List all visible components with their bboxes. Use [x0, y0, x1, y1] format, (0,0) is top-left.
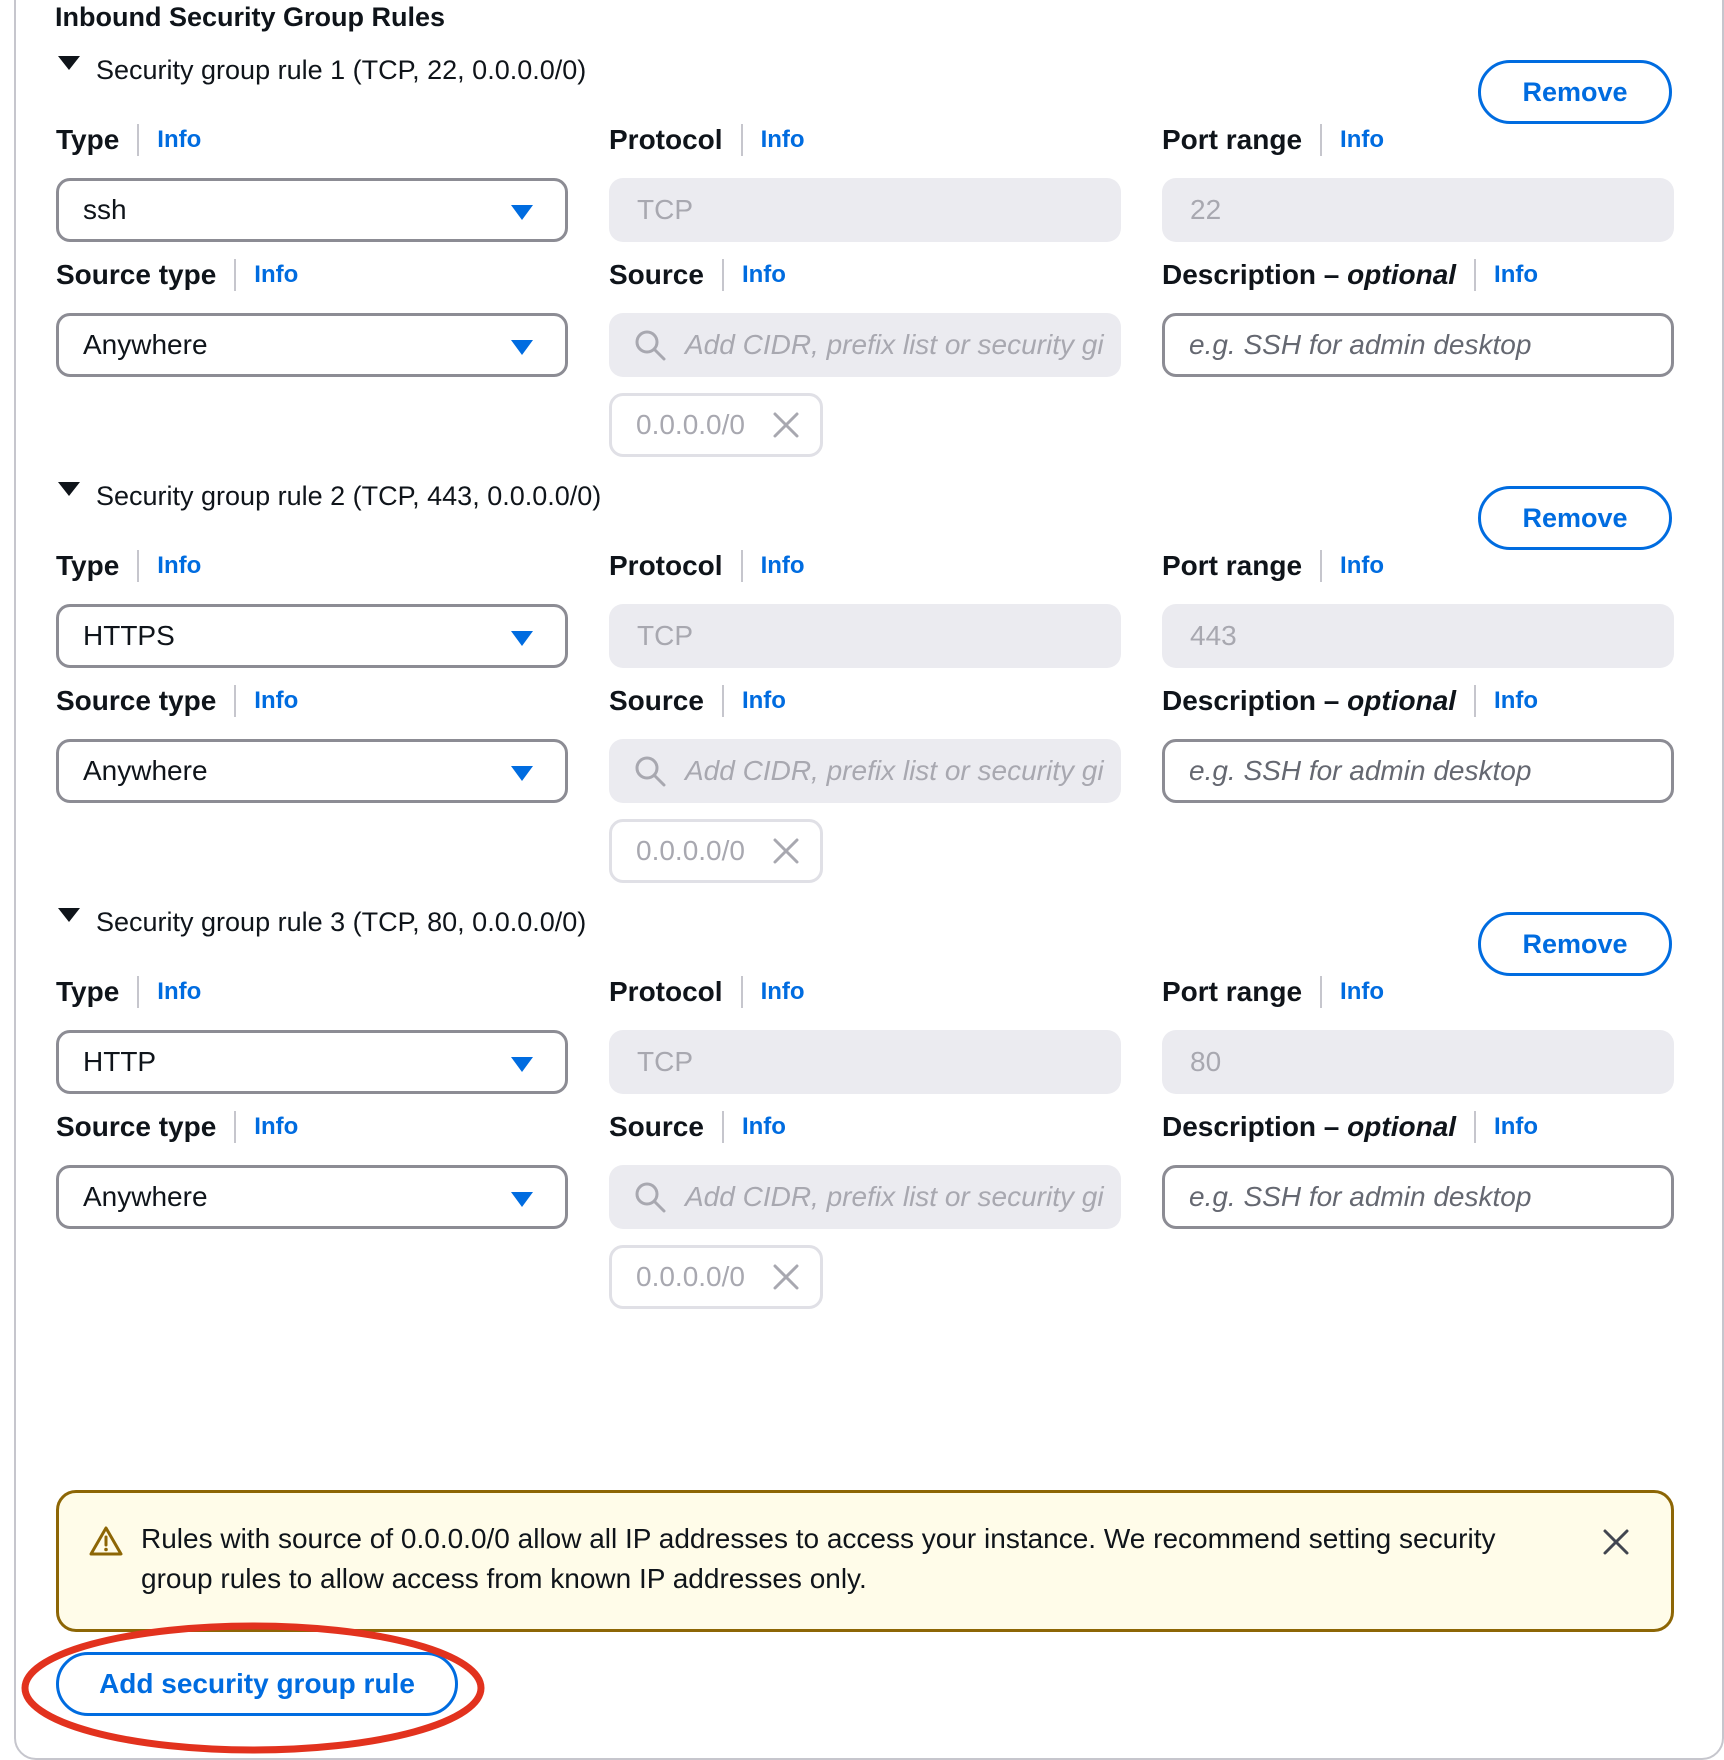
description-label: Description – optional [1162, 1111, 1457, 1142]
port-range-input: 443 [1162, 604, 1674, 668]
description-field [1162, 1107, 1674, 1229]
protocol-info-link[interactable]: Info [760, 126, 805, 153]
type-label: Type [56, 124, 120, 155]
optional-label: optional [1347, 259, 1457, 290]
type-select[interactable] [56, 604, 568, 668]
source-placeholder: Add CIDR, prefix list or security gi [685, 755, 1104, 786]
description-label: Description – optional [1162, 685, 1457, 716]
divider [137, 976, 139, 1008]
type-select-value: ssh [83, 194, 127, 225]
source-label: Source [609, 1111, 704, 1142]
rule-expander[interactable] [58, 40, 586, 100]
source-type-select-value: Anywhere [83, 329, 208, 360]
divider [722, 1111, 724, 1143]
source-type-info-link[interactable]: Info [254, 687, 299, 714]
remove-rule-button[interactable]: Remove [1478, 912, 1672, 976]
protocol-label: Protocol [609, 124, 723, 155]
dropdown-arrow-icon [511, 1192, 533, 1207]
type-field [56, 972, 568, 1094]
search-icon [633, 754, 667, 788]
divider [234, 685, 236, 717]
source-type-info-link[interactable]: Info [254, 1113, 299, 1140]
port-range-label: Port range [1162, 550, 1303, 581]
divider [1474, 685, 1476, 717]
divider [1474, 1111, 1476, 1143]
type-field [56, 120, 568, 242]
source-type-label: Source type [56, 685, 217, 716]
source-type-select[interactable] [56, 1165, 568, 1229]
protocol-input: TCP [609, 1030, 1121, 1094]
description-input[interactable] [1162, 739, 1674, 803]
source-type-info-link[interactable]: Info [254, 261, 299, 288]
port-range-field [1162, 972, 1674, 1094]
security-group-rule [0, 40, 1724, 520]
protocol-field [609, 972, 1121, 1094]
divider [137, 550, 139, 582]
rule-title: Security group rule 2 (TCP, 443, 0.0.0.0/0) [96, 480, 602, 511]
divider [1320, 124, 1322, 156]
alert-message: Rules with source of 0.0.0.0/0 allow all IP addresses to access your instance. We recommend setting security group rules to allow access from known IP addresses only. [141, 1523, 1496, 1594]
rule-expander[interactable] [58, 892, 586, 952]
port-range-label: Port range [1162, 124, 1303, 155]
type-label: Type [56, 976, 120, 1007]
source-type-select[interactable] [56, 313, 568, 377]
protocol-info-link[interactable]: Info [760, 552, 805, 579]
protocol-info-link[interactable]: Info [760, 978, 805, 1005]
divider [137, 124, 139, 156]
source-info-link[interactable]: Info [741, 1113, 786, 1140]
remove-token-icon[interactable] [772, 837, 800, 865]
source-placeholder: Add CIDR, prefix list or security gi [685, 1181, 1104, 1212]
divider [1474, 259, 1476, 291]
description-input[interactable] [1162, 1165, 1674, 1229]
warning-icon [89, 1525, 123, 1557]
add-security-group-rule-button[interactable]: Add security group rule [56, 1652, 458, 1716]
source-field [609, 681, 1121, 883]
source-token-value: 0.0.0.0/0 [636, 835, 745, 866]
description-label-text: Description [1162, 685, 1317, 716]
protocol-label: Protocol [609, 976, 723, 1007]
description-info-link[interactable]: Info [1494, 687, 1539, 714]
optional-label: optional [1347, 1111, 1457, 1142]
port-range-field [1162, 546, 1674, 668]
dropdown-arrow-icon [511, 205, 533, 220]
type-field [56, 546, 568, 668]
security-group-rule [0, 892, 1724, 1372]
source-type-field [56, 1107, 568, 1229]
protocol-input: TCP [609, 604, 1121, 668]
type-info-link[interactable]: Info [157, 978, 202, 1005]
dropdown-arrow-icon [511, 340, 533, 355]
warning-alert [56, 1490, 1674, 1632]
port-range-info-link[interactable]: Info [1340, 552, 1385, 579]
divider [722, 685, 724, 717]
protocol-label: Protocol [609, 550, 723, 581]
security-group-rule [0, 466, 1724, 946]
protocol-input: TCP [609, 178, 1121, 242]
caret-down-icon [58, 56, 80, 70]
description-label-text: Description [1162, 259, 1317, 290]
dropdown-arrow-icon [511, 766, 533, 781]
port-range-input: 22 [1162, 178, 1674, 242]
divider [741, 550, 743, 582]
source-token [609, 1245, 823, 1309]
divider [741, 124, 743, 156]
remove-rule-button[interactable]: Remove [1478, 60, 1672, 124]
source-label: Source [609, 685, 704, 716]
remove-token-icon[interactable] [772, 1263, 800, 1291]
source-search-input[interactable] [609, 313, 1121, 377]
divider [722, 259, 724, 291]
source-token [609, 393, 823, 457]
divider [234, 1111, 236, 1143]
source-info-link[interactable]: Info [741, 261, 786, 288]
source-label: Source [609, 259, 704, 290]
source-placeholder: Add CIDR, prefix list or security gi [685, 329, 1104, 360]
divider [741, 976, 743, 1008]
protocol-field [609, 120, 1121, 242]
source-token-value: 0.0.0.0/0 [636, 1261, 745, 1292]
search-icon [633, 328, 667, 362]
search-icon [633, 1180, 667, 1214]
source-type-select-value: Anywhere [83, 1181, 208, 1212]
section-title: Inbound Security Group Rules [55, 2, 446, 32]
source-field [609, 1107, 1121, 1309]
source-type-label: Source type [56, 1111, 217, 1142]
description-info-link[interactable]: Info [1494, 261, 1539, 288]
port-range-field [1162, 120, 1674, 242]
dropdown-arrow-icon [511, 1057, 533, 1072]
dropdown-arrow-icon [511, 631, 533, 646]
rule-expander[interactable] [58, 466, 601, 526]
description-field [1162, 255, 1674, 377]
remove-token-icon[interactable] [772, 411, 800, 439]
optional-label: optional [1347, 685, 1457, 716]
remove-rule-button[interactable]: Remove [1478, 486, 1672, 550]
protocol-field [609, 546, 1121, 668]
source-type-field [56, 681, 568, 803]
source-token-value: 0.0.0.0/0 [636, 409, 745, 440]
caret-down-icon [58, 482, 80, 496]
source-info-link[interactable]: Info [741, 687, 786, 714]
port-range-input: 80 [1162, 1030, 1674, 1094]
description-label: Description – optional [1162, 259, 1457, 290]
type-label: Type [56, 550, 120, 581]
type-select-value: HTTPS [83, 620, 175, 651]
port-range-info-link[interactable]: Info [1340, 978, 1385, 1005]
description-label-text: Description [1162, 1111, 1317, 1142]
caret-down-icon [58, 908, 80, 922]
rule-title: Security group rule 3 (TCP, 80, 0.0.0.0/0) [96, 906, 587, 937]
type-select[interactable] [56, 178, 568, 242]
divider [1320, 550, 1322, 582]
source-type-field [56, 255, 568, 377]
port-range-info-link[interactable]: Info [1340, 126, 1385, 153]
description-info-link[interactable]: Info [1494, 1113, 1539, 1140]
description-field [1162, 681, 1674, 803]
source-token [609, 819, 823, 883]
description-input[interactable] [1162, 313, 1674, 377]
divider [1320, 976, 1322, 1008]
type-select[interactable] [56, 1030, 568, 1094]
source-search-input[interactable] [609, 739, 1121, 803]
source-field [609, 255, 1121, 457]
divider [234, 259, 236, 291]
port-range-label: Port range [1162, 976, 1303, 1007]
source-search-input[interactable] [609, 1165, 1121, 1229]
source-type-label: Source type [56, 259, 217, 290]
type-select-value: HTTP [83, 1046, 157, 1077]
source-type-select-value: Anywhere [83, 755, 208, 786]
type-info-link[interactable]: Info [157, 126, 202, 153]
rule-title: Security group rule 1 (TCP, 22, 0.0.0.0/0) [96, 54, 587, 85]
source-type-select[interactable] [56, 739, 568, 803]
close-icon[interactable] [1601, 1527, 1631, 1557]
type-info-link[interactable]: Info [157, 552, 202, 579]
